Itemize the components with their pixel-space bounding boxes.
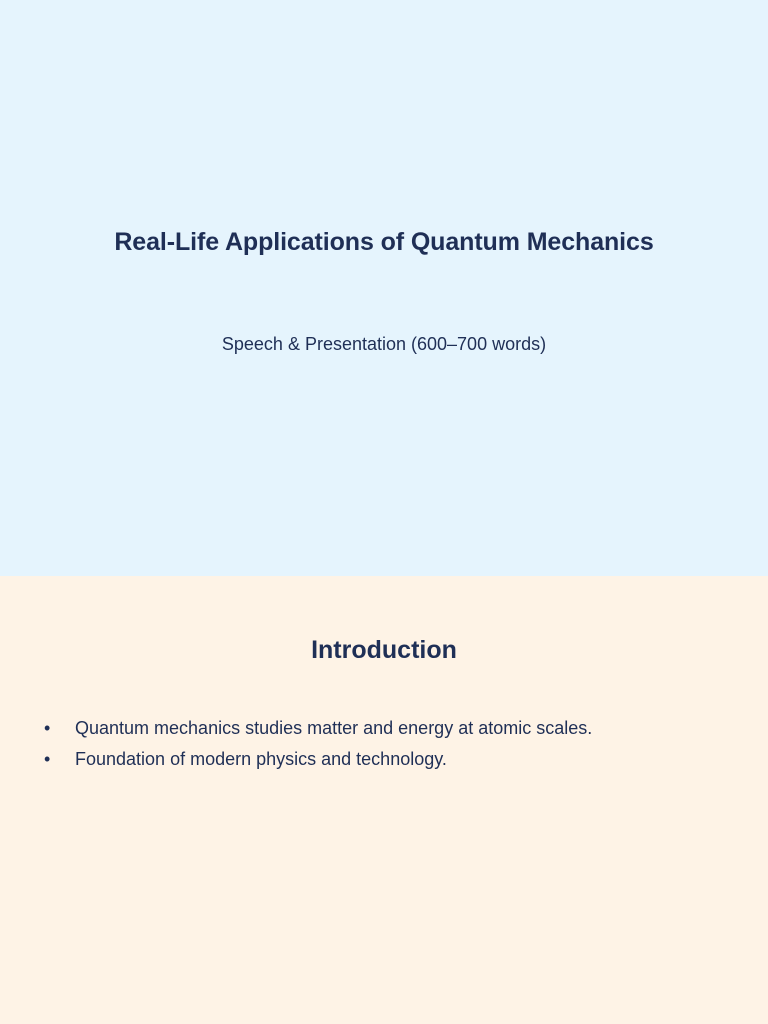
bullet-text: Foundation of modern physics and technology. [75,749,447,769]
bullet-list [0,715,768,777]
presentation-subtitle: Speech & Presentation (600–700 words) [221,334,547,354]
bullet-item [0,715,768,746]
bullet-item [0,746,768,777]
bullet-icon: • [44,718,51,738]
introduction-slide [0,576,768,1024]
bullet-icon: • [44,749,51,769]
bullet-text: Quantum mechanics studies matter and energy at atomic scales. [75,718,593,738]
presentation-title: Real-Life Applications of Quantum Mechanics [114,228,654,256]
slide-heading: Introduction [311,636,457,664]
